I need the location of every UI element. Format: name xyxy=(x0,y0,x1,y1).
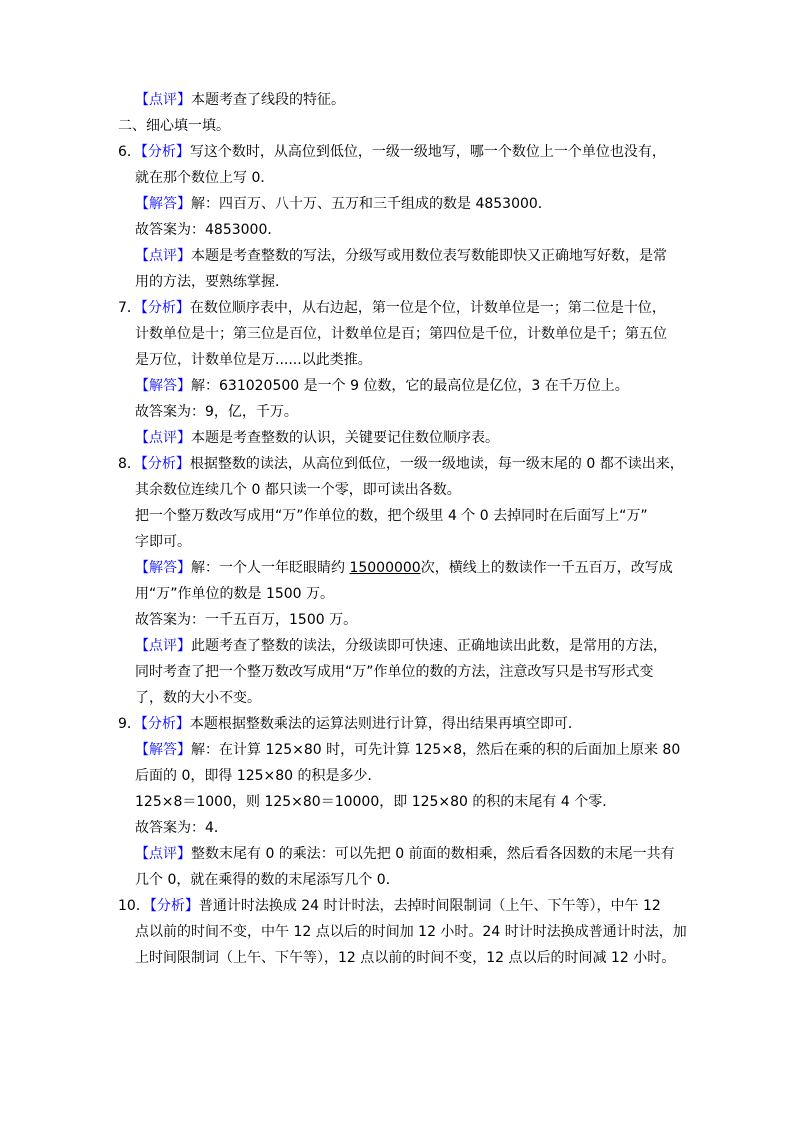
line-text: 二、细心填一填。 xyxy=(118,118,230,134)
text-line xyxy=(135,272,289,292)
line-text: 用“万”作单位的数是 1500 万。 xyxy=(135,586,335,602)
text-line xyxy=(135,558,673,578)
label-analysis: 【分析】 xyxy=(140,144,190,160)
line-text: 写这个数时，从高位到低位，一级一级地写，哪一个数位上一个单位也没有， xyxy=(189,144,666,160)
label-answer: 【解答】 xyxy=(135,742,191,758)
line-text: 把一个整万数改写成用“万”作单位的数，把个级里 4 个 0 去掉同时在后面写上“万” xyxy=(135,508,648,524)
text-line xyxy=(118,142,666,162)
label-answer: 【解答】 xyxy=(135,560,191,576)
text-line xyxy=(118,298,666,318)
line-text: 本题是考查整数的写法，分级写或用数位表写数能即快又正确地写好数，是常 xyxy=(191,248,667,264)
line-text: 故答案为：4853000． xyxy=(135,222,282,238)
line-text: 解：四百万、八十万、五万和三千组成的数是 4853000． xyxy=(191,196,552,212)
text-line xyxy=(135,870,400,890)
underlined-number: 15000000 xyxy=(349,560,421,576)
line-text: 本题根据整数乘法的运算法则进行计算，得出结果再填空即可． xyxy=(189,716,582,732)
line-text: 上时间限制词（上午、下午等），12 点以前的时间不变，12 点以后的时间减 12 小时。 xyxy=(135,950,676,966)
label-analysis: 【分析】 xyxy=(140,456,190,472)
line-text: 是万位，计数单位是万......以此类推。 xyxy=(135,352,372,368)
line-text: 几个 0，就在乘得的数的末尾添写几个 0． xyxy=(135,872,400,888)
label-analysis: 【分析】 xyxy=(140,716,190,732)
text-line xyxy=(135,792,616,812)
text-line xyxy=(118,714,582,734)
line-text: 125×8＝1000，则 125×80＝10000，即 125×80 的积的末尾有 4 个零． xyxy=(135,794,617,810)
text-line xyxy=(135,818,228,838)
line-text: 本题是考查整数的认识，关键要记住数位顺序表。 xyxy=(191,430,499,446)
text-line xyxy=(135,220,281,240)
line-text: 故答案为：4． xyxy=(135,820,228,836)
line-text: 普通计时法换成 24 时计时法，去掉时间限制词（上午、下午等），中午 12 xyxy=(198,898,661,914)
text-line xyxy=(135,922,687,942)
line-text: 了，数的大小不变。 xyxy=(135,690,261,706)
text-line xyxy=(135,324,667,344)
text-line xyxy=(135,688,261,708)
label-review: 【点评】 xyxy=(135,248,191,264)
item-number: 10． xyxy=(118,898,150,914)
text-line xyxy=(135,350,372,370)
text-line xyxy=(135,246,667,266)
line-text: 根据整数的读法，从高位到低位，一级一级地读，每一级末尾的 0 都不读出来， xyxy=(189,456,684,472)
item-number: 8． xyxy=(118,456,141,472)
text-line xyxy=(118,896,661,916)
line-text: 整数末尾有 0 的乘法：可以先把 0 前面的数相乘，然后看各因数的末尾一共有 xyxy=(191,846,675,862)
line-text: 就在那个数位上写 0． xyxy=(135,170,275,186)
text-line xyxy=(135,662,654,682)
line-text: 其余数位连续几个 0 都只读一个零，即可读出各数。 xyxy=(135,482,461,498)
line-text: 字即可。 xyxy=(135,534,191,550)
text-line xyxy=(135,636,667,656)
label-answer: 【解答】 xyxy=(135,196,191,212)
text-line xyxy=(135,506,648,526)
line-text: 后面的 0，即得 125×80 的积是多少． xyxy=(135,768,382,784)
label-review: 【点评】 xyxy=(135,430,191,446)
line-text: 点以前的时间不变，中午 12 点以后的时间加 12 小时。24 时计时法换成普通计时法，加 xyxy=(135,924,687,940)
item-number: 6． xyxy=(118,144,141,160)
line-text: 此题考查了整数的读法，分级读即可快速、正确地读出此数，是常用的方法， xyxy=(191,638,667,654)
line-text-after: 次，横线上的数读作一千五百万，改写成 xyxy=(420,560,673,576)
text-line xyxy=(118,116,230,136)
line-text: 本题考查了线段的特征。 xyxy=(191,92,345,108)
label-review: 【点评】 xyxy=(135,638,191,654)
line-text: 故答案为：一千五百万，1500 万。 xyxy=(135,612,358,628)
label-analysis: 【分析】 xyxy=(140,300,190,316)
text-line xyxy=(135,480,461,500)
text-line xyxy=(135,428,499,448)
text-line xyxy=(135,844,675,864)
text-line xyxy=(135,584,334,604)
text-line xyxy=(135,610,357,630)
label-answer: 【解答】 xyxy=(135,378,191,394)
text-line xyxy=(135,90,345,110)
text-line xyxy=(135,168,274,188)
line-text: 解：一个人一年眨眼睛约 xyxy=(191,560,350,576)
item-number: 9． xyxy=(118,716,141,732)
line-text: 故答案为：9，亿，千万。 xyxy=(135,404,298,420)
text-line xyxy=(135,376,629,396)
text-line xyxy=(135,766,382,786)
line-text: 解：631020500 是一个 9 位数，它的最高位是亿位，3 在千万位上。 xyxy=(191,378,629,394)
text-line xyxy=(135,194,552,214)
line-text: 在数位顺序表中，从右边起，第一位是个位，计数单位是一；第二位是十位， xyxy=(189,300,666,316)
text-line xyxy=(135,740,680,760)
text-line xyxy=(135,948,675,968)
line-text: 计数单位是十；第三位是百位，计数单位是百；第四位是千位，计数单位是千；第五位 xyxy=(135,326,667,342)
label-analysis: 【分析】 xyxy=(149,898,199,914)
label-review: 【点评】 xyxy=(135,92,191,108)
label-review: 【点评】 xyxy=(135,846,191,862)
line-text: 同时考查了把一个整万数改写成用“万”作单位的数的方法，注意改写只是书写形式变 xyxy=(135,664,654,680)
text-line xyxy=(135,532,191,552)
text-line xyxy=(135,402,298,422)
text-line xyxy=(118,454,684,474)
item-number: 7． xyxy=(118,300,141,316)
line-text: 解：在计算 125×80 时，可先计算 125×8，然后在乘的积的后面加上原来 80 xyxy=(191,742,681,758)
line-text: 用的方法，要熟练掌握． xyxy=(135,274,289,290)
